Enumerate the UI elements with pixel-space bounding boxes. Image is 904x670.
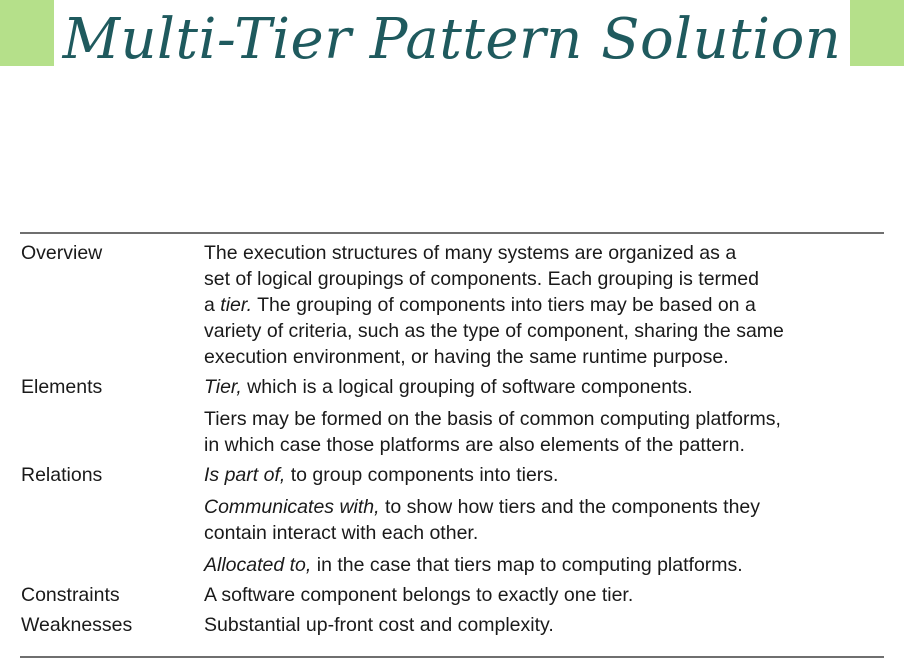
row-overview <box>21 240 883 370</box>
slide-title: Multi-Tier Pattern Solution <box>62 7 842 72</box>
relations-para-1 <box>204 462 883 488</box>
row-label-overview: Overview <box>21 242 103 264</box>
row-content-elements <box>204 374 883 458</box>
row-content-relations <box>204 462 883 578</box>
relations-text-2b: contain interact with each other. <box>204 522 479 544</box>
overview-line-1: The execution structures of many systems are organized as a <box>204 242 737 264</box>
relations-term-is-part-of: Is part of, <box>204 464 286 486</box>
row-elements <box>21 374 883 458</box>
row-label-relations: Relations <box>21 464 103 486</box>
elements-text-1: which is a logical grouping of software components. <box>241 376 693 398</box>
row-label-weaknesses: Weaknesses <box>21 614 133 636</box>
row-content-weaknesses: Substantial up-front cost and complexity. <box>204 614 554 636</box>
elements-para-2 <box>204 406 883 458</box>
relations-text-2: to show how tiers and the components they <box>379 496 761 518</box>
elements-line-2a: Tiers may be formed on the basis of common computing platforms, <box>204 408 781 430</box>
relations-text-3: in the case that tiers map to computing platforms. <box>311 554 743 576</box>
overview-line-2: set of logical groupings of components. Each grouping is termed <box>204 268 759 290</box>
row-label-constraints: Constraints <box>21 584 120 606</box>
row-content-overview <box>204 240 883 370</box>
table-bottom-rule <box>20 656 884 658</box>
pattern-table <box>21 240 883 638</box>
relations-term-communicates-with: Communicates with, <box>204 496 380 518</box>
relations-term-allocated-to: Allocated to, <box>204 554 312 576</box>
row-relations <box>21 462 883 578</box>
relations-para-3 <box>204 552 883 578</box>
elements-line-2b: in which case those platforms are also elements of the pattern. <box>204 434 745 456</box>
overview-line-3-lead: a <box>204 294 215 316</box>
overview-term-tier: tier. <box>220 294 253 316</box>
elements-para-1 <box>204 374 883 400</box>
table-top-rule <box>20 232 884 234</box>
row-label-elements: Elements <box>21 376 103 398</box>
overview-line-5: execution environment, or having the same runtime purpose. <box>204 346 729 368</box>
overview-line-3 <box>204 292 883 318</box>
row-weaknesses <box>21 612 883 638</box>
elements-term-tier: Tier, <box>204 376 242 398</box>
relations-para-2 <box>204 494 883 546</box>
row-constraints <box>21 582 883 608</box>
relations-text-1: to group components into tiers. <box>285 464 559 486</box>
row-content-constraints: A software component belongs to exactly one tier. <box>204 584 634 606</box>
overview-line-4: variety of criteria, such as the type of component, sharing the same <box>204 320 784 342</box>
overview-line-3-rest: The grouping of components into tiers may be based on a <box>252 294 756 316</box>
